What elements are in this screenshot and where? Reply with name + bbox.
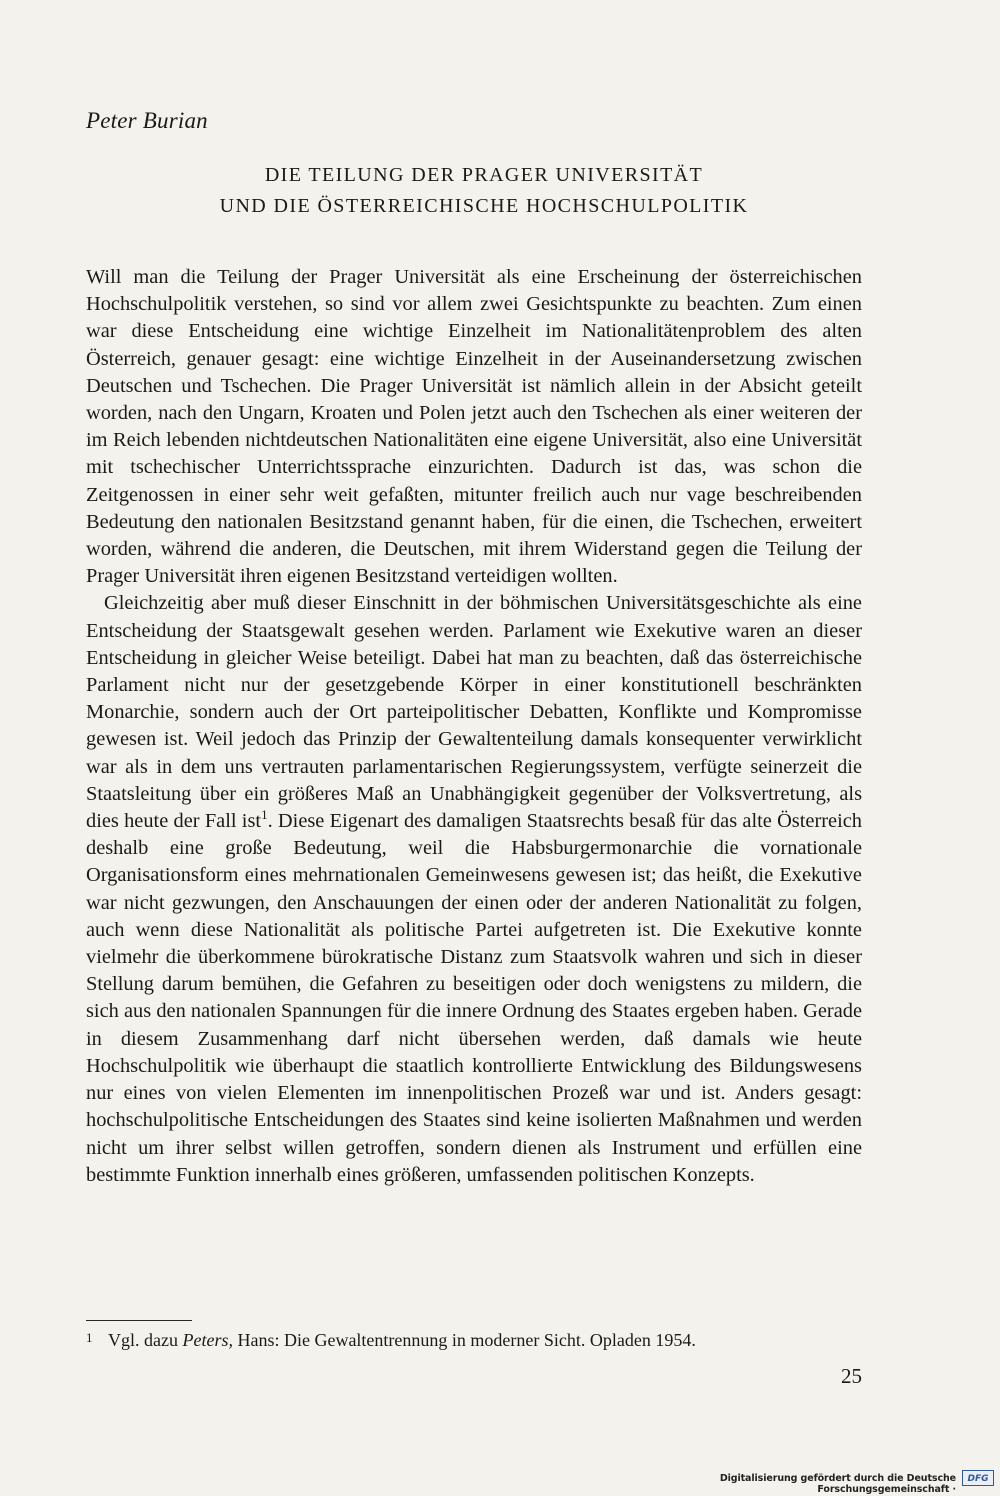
paragraph-2-part-2: . Diese Eigenart des damaligen Staatsrechts besaß für das alte Österreich deshalb eine große Bedeutung, weil die Habsburgermonarchie die vornationale Organisationsform eines mehrnationalen Gemeinwesens gewesen ist; das heißt, die Exekutive war nicht gezwungen, den Anschauungen der einen oder der anderen Nationalität zu folgen, auch wenn diese Nationalität als politische Partei aufgetreten ist. Die Exekutive konnte vielmehr die überkommene bürokratische Distanz zum Staatsvolk wahren und sich in dieser Stellung darum bemühen, die Gefahren zu beseitigen oder doch wenigstens zu mildern, die sich aus den nationalen Spannungen für die innere Ordnung des Staates ergeben haben. Gerade in diesem Zusammenhang darf nicht übersehen werden, daß damals wie heute Hochschulpolitik wie überhaupt die staatlich kontrollierte Entwicklung des Bildungswesens nur eines von vielen Elementen im innenpolitischen Prozeß war und ist. Anders gesagt: hochschulpolitische Entscheidungen des Staates sind keine isolierten Maßnahmen und werden nicht um ihrer selbst willen getroffen, sondern dienen als Instrument und erfüllen eine bestimmte Funktion innerhalb eines größeren, umfassenden politischen Konzepts. <box>86 810 862 1186</box>
footnote <box>86 1325 862 1353</box>
digitization-credit: Digitalisierung gefördert durch die Deutsche Forschungsgemeinschaft · <box>719 1473 956 1495</box>
footnote-prefix: Vgl. dazu <box>108 1330 183 1350</box>
body-text <box>86 264 862 1189</box>
paragraph-2-part-1: Gleichzeitig aber muß dieser Einschnitt in der böhmischen Universitätsgeschichte als eine Entscheidung der Staatsgewalt gesehen werden. Parlament wie Exekutive waren an dieser Entscheidung in gleicher Weise beteiligt. Dabei hat man zu beachten, daß das österreichische Parlament nicht nur der gesetzgebende Körper in einer konstitutionell beschränkten Monarchie, sondern auch der Ort parteipolitischer Debatten, Konflikte und Kompromisse gewesen ist. Weil jedoch das Prinzip der Gewaltenteilung damals konsequenter verwirklicht war als in dem uns vertrauten parlamentarischen Regierungssystem, verfügte seinerzeit die Staatsleitung über ein größeres Maß an Unabhängigkeit gegenüber der Volksvertretung, als dies heute der Fall ist <box>86 592 862 833</box>
paragraph-1: Will man die Teilung der Prager Universität als eine Erscheinung der österreichischen Hochschulpolitik verstehen, so sind vor allem zwei Gesichtspunkte zu beachten. Zum einen war diese Entscheidung eine wichtige Einzelheit im Nationalitätenproblem des alten Österreich, genauer gesagt: eine wichtige Einzelheit in der Auseinandersetzung zwischen Deutschen und Tschechen. Die Prager Universität ist nämlich allein in der Absicht geteilt worden, nach den Ungarn, Kroaten und Polen jetzt auch den Tschechen als einer weiteren der im Reich lebenden nichtdeutschen Nationalitäten eine eigene Universität, also eine Universität mit tschechischer Unterrichtssprache einzurichten. Dadurch ist das, was schon die Zeitgenossen in einer sehr weit gefaßten, mitunter freilich auch nur vage beschreibenden Bedeutung den nationalen Besitzstand genannt haben, für die einen, die Tschechen, erweitert worden, während die anderen, die Deutschen, mit ihrem Widerstand gegen die Teilung der Prager Universität ihren eigenen Besitzstand verteidigen wollten. <box>86 266 862 588</box>
footnote-separator <box>86 1320 192 1321</box>
footnote-reference: 1 <box>261 807 268 823</box>
paragraph-2 <box>86 590 862 1188</box>
footnote-author: Peters, <box>182 1330 233 1350</box>
title-line-2: UND DIE ÖSTERREICHISCHE HOCHSCHULPOLITIK <box>219 195 749 217</box>
footnote-number: 1 <box>86 1330 93 1345</box>
title-line-1: DIE TEILUNG DER PRAGER UNIVERSITÄT <box>264 164 704 186</box>
author-name: Peter Burian <box>86 108 208 133</box>
dfg-logo: DFG <box>962 1470 994 1486</box>
page-number: 25 <box>841 1364 862 1388</box>
footnote-citation: Hans: Die Gewaltentrennung in moderner Sicht. Opladen 1954. <box>232 1330 696 1350</box>
